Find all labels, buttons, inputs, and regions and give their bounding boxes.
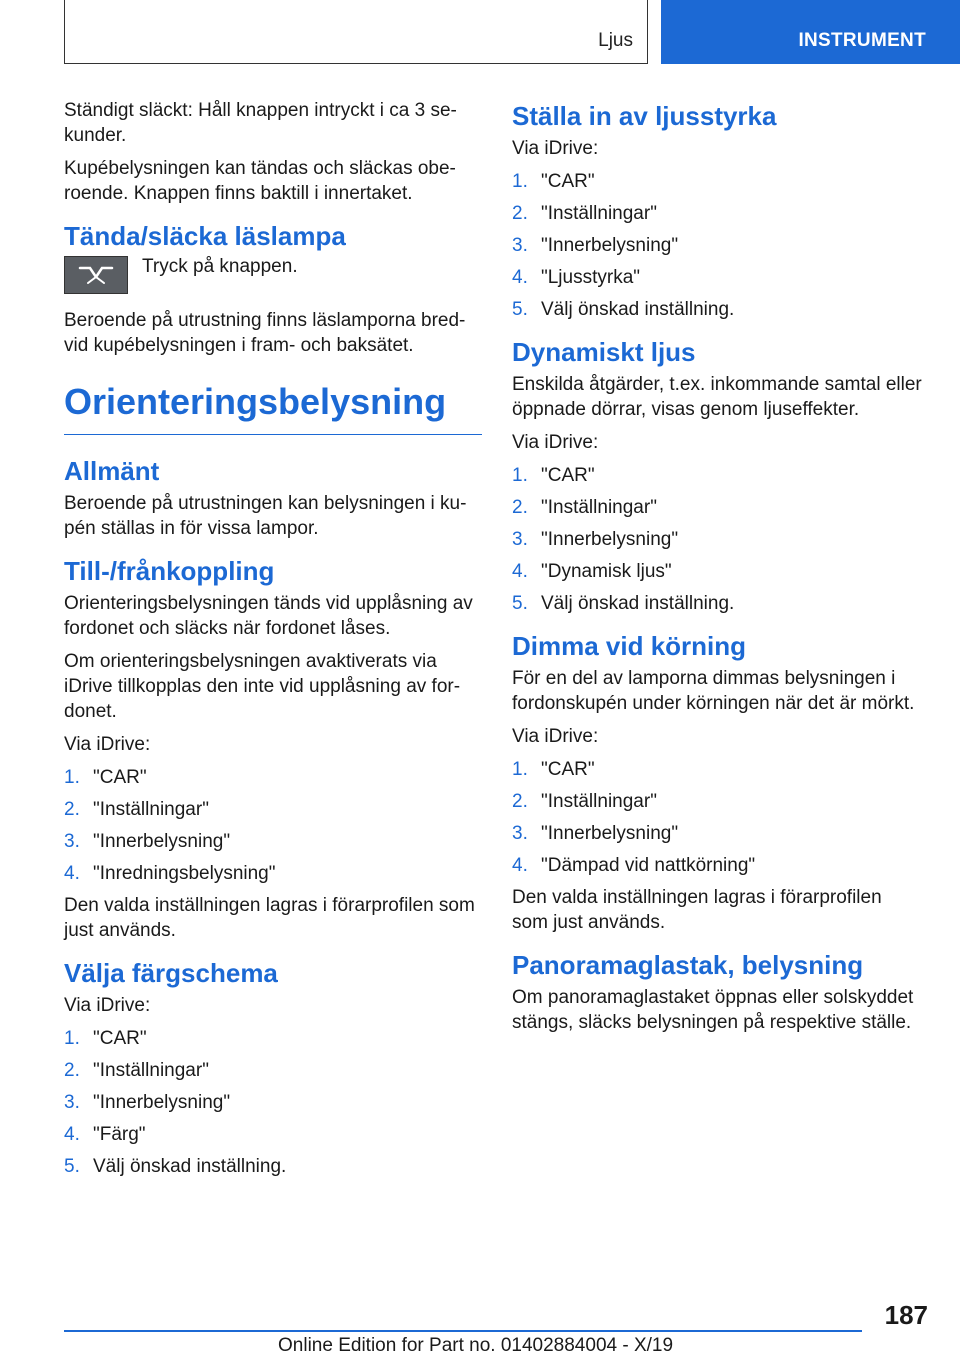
paragraph: Kupébelysningen kan tändas och släckas obe‐roende. Knappen finns baktill i innertaket. <box>64 158 456 204</box>
list-item: 1. "CAR" <box>512 171 595 192</box>
list-item: 1. "CAR" <box>64 767 147 788</box>
list-item: 5. Välj önskad inställning. <box>512 593 735 614</box>
icon-instruction-text: Tryck på knappen. <box>142 256 298 277</box>
left-column <box>64 98 482 1186</box>
heading-dim-driving: Dimma vid körning <box>512 631 747 661</box>
via-idrive: Via iDrive: <box>512 726 599 747</box>
list-item: 1. "CAR" <box>64 1028 147 1049</box>
list-item: 2. "Inställningar" <box>512 791 657 812</box>
list-item: 3. "Innerbelysning" <box>64 1092 231 1113</box>
list-item: 4. "Ljusstyrka" <box>512 267 641 288</box>
heading-panorama-roof: Panoramaglastak, belysning <box>512 950 864 980</box>
paragraph: Ständigt släckt: Håll knappen intryckt i ca 3 se‐kunder. <box>64 100 457 146</box>
footer-edition: Online Edition for Part no. 01402884004 - X/19 <box>278 1335 674 1356</box>
paragraph: Den valda inställningen lagras i förarprofilen som just används. <box>512 887 882 933</box>
list-item: 2. "Inställningar" <box>64 799 209 820</box>
footer-divider <box>64 1330 862 1332</box>
header-chapter-tab[interactable] <box>661 0 960 64</box>
list-item: 2. "Inställningar" <box>512 497 657 518</box>
header-section-box <box>64 0 648 64</box>
heading-reading-lamp: Tända/släcka läslampa <box>64 221 346 251</box>
list-item: 2. "Inställningar" <box>64 1060 209 1081</box>
heading-color-scheme: Välja färgschema <box>64 958 278 988</box>
paragraph: Enskilda åtgärder, t.ex. inkommande samtal eller öppnade dörrar, visas genom ljuseffekter. <box>512 374 922 420</box>
list-item: 5. Välj önskad inställning. <box>64 1156 287 1177</box>
list-item: 4. "Färg" <box>64 1124 146 1145</box>
list-item: 3. "Innerbelysning" <box>512 529 679 550</box>
reading-lamp-icon <box>64 256 128 294</box>
via-idrive: Via iDrive: <box>64 995 151 1016</box>
list-item: 3. "Innerbelysning" <box>64 831 231 852</box>
heading-dynamic-light: Dynamiskt ljus <box>512 337 696 367</box>
heading-switch: Till-/frånkoppling <box>64 556 275 586</box>
heading-brightness: Ställa in av ljusstyrka <box>512 101 777 131</box>
paragraph: Om panoramaglastaket öppnas eller solskyddet stängs, släcks belysningen på respektive ställe. <box>512 987 914 1033</box>
via-idrive: Via iDrive: <box>512 432 599 453</box>
paragraph: Den valda inställningen lagras i förarprofilen som just används. <box>64 895 475 941</box>
via-idrive: Via iDrive: <box>64 734 151 755</box>
list-item: 3. "Innerbelysning" <box>512 235 679 256</box>
icon-instruction <box>64 256 482 294</box>
list-item: 4. "Dämpad vid nattkörning" <box>512 855 756 876</box>
right-column <box>512 98 922 1043</box>
steps-list <box>512 463 922 616</box>
chapter-heading: Orienteringsbelysning <box>64 380 482 435</box>
list-item: 5. Välj önskad inställning. <box>512 299 735 320</box>
header-section-title: Ljus <box>598 30 633 51</box>
list-item: 3. "Innerbelysning" <box>512 823 679 844</box>
list-item: 1. "CAR" <box>512 465 595 486</box>
steps-list <box>64 1026 482 1179</box>
steps-list <box>512 757 922 878</box>
page-number: 187 <box>884 1300 928 1330</box>
list-item: 4. "Inredningsbelysning" <box>64 863 276 884</box>
via-idrive: Via iDrive: <box>512 138 599 159</box>
list-item: 2. "Inställningar" <box>512 203 657 224</box>
paragraph: Om orienteringsbelysningen avaktiverats via iDrive tillkopplas den inte vid upplåsning av for‐donet. <box>64 651 461 722</box>
header-chapter-title: INSTRUMENT <box>798 30 926 51</box>
list-item: 1. "CAR" <box>512 759 595 780</box>
paragraph: För en del av lamporna dimmas belysningen i fordonskupén under körningen när det är mörkt. <box>512 668 915 714</box>
heading-general: Allmänt <box>64 456 160 486</box>
paragraph: Beroende på utrustningen kan belysningen i ku‐pén ställas in för vissa lampor. <box>64 493 467 539</box>
paragraph: Orienteringsbelysningen tänds vid upplåsning av fordonet och släcks när fordonet låses. <box>64 593 473 639</box>
steps-list <box>64 765 482 886</box>
list-item: 4. "Dynamisk ljus" <box>512 561 672 582</box>
steps-list <box>512 169 922 322</box>
paragraph: Beroende på utrustning finns läslamporna bred‐vid kupébelysningen i fram- och baksätet. <box>64 310 466 356</box>
